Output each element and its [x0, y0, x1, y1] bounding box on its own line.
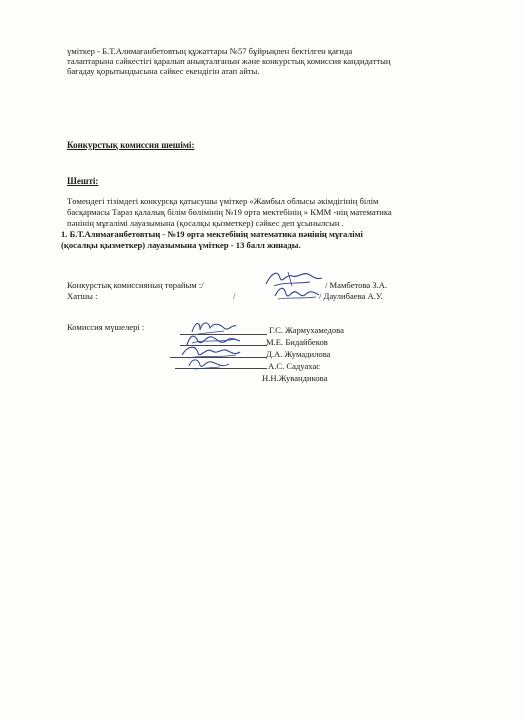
secretary-slash: /: [233, 291, 236, 301]
member-name-3: Д.А. Жумадилова: [266, 349, 331, 359]
secretary-label: Хатшы :: [67, 291, 98, 301]
intro-line-1: үміткер - Б.Т.Алимағанбетовтың құжаттары №57 бұйрықпен бектілген қағида: [67, 46, 353, 56]
intro-line-2: талаптарына сәйкестігі қаралып анықталғанын және конкурстық комиссия кандидаттың: [67, 56, 391, 66]
member-name-1: Г.С. Жармухамедова: [269, 325, 344, 335]
decision-heading: Конкурстық комиссия шешімі:: [67, 140, 195, 150]
resolved-heading: Шешті:: [67, 176, 99, 186]
member-name-4: А.С. Садуахас: [268, 361, 321, 371]
members-label: Комиссия мүшелері :: [67, 322, 145, 332]
body-line-1: Төмендегі тізімдегі конкурсқа қатысушы үміткер «Жамбыл облысы әкімдігінің білім: [67, 196, 379, 206]
secretary-name: / Даулибаева А.У.: [319, 291, 383, 301]
member-name-5: Н.Н.Жувандикова: [262, 373, 328, 383]
intro-line-3: бағадау қорытындысына сәйкес екендігін атап айты.: [67, 66, 260, 76]
body-line-4: 1. Б.Т.Алимағанбетовтың - №19 орта мектебінің математика пәнінің мұғалімі: [61, 229, 363, 239]
secretary-signature: [272, 284, 322, 302]
member-signature-4: [186, 356, 232, 372]
chair-name: / Мамбетова З.А.: [325, 280, 388, 290]
body-line-2: басқармасы Тараз қалалық білім бөлімінің №19 орта мектебінің » КММ -нің математика: [67, 207, 392, 217]
chair-label: Конкурстық комиссияның төрайым :/: [67, 280, 204, 290]
body-line-5: (қосалқы қызметкер) лауазымына үміткер - 13 балл жинады.: [61, 240, 301, 250]
member-name-2: М.Е. Бидайбеков: [266, 337, 328, 347]
body-line-3: пәнінің мұғалімі лауазымына (қосалқы қызметкер) сәйкес деп ұсынылсын .: [67, 218, 344, 228]
